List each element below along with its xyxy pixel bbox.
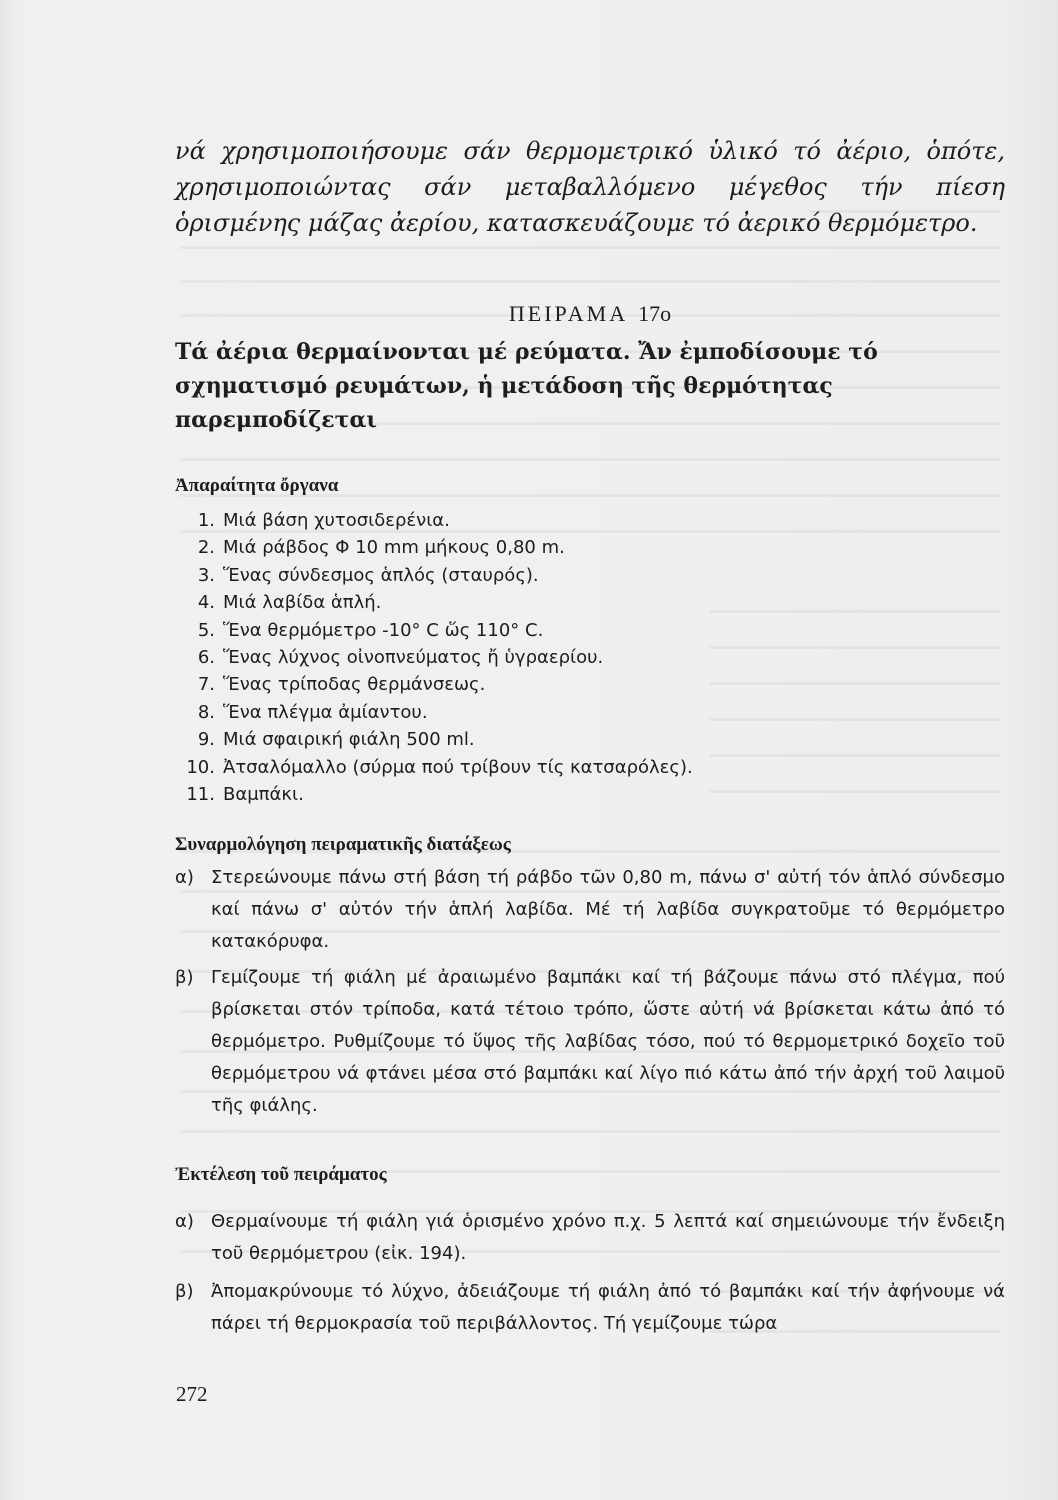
- page-number: 272: [176, 1382, 208, 1406]
- list-item: α) Θερμαίνουμε τή φιάλη γιά ὁρισμένο χρόνο π.χ. 5 λεπτά καί σημειώνουμε τήν ἔνδειξη τοῦ θερμόμετρου (εἰκ. 194).: [175, 1211, 1005, 1265]
- list-item: β) Ἀπομακρύνουμε τό λύχνο, ἀδειάζουμε τή φιάλη ἀπό τό βαμπάκι καί τήν ἀφήνουμε νά πάρει τή θερμοκρασία τοῦ περιβάλλοντος. Τή γεμίζουμε τώρα: [175, 1281, 1005, 1335]
- list-item: 4. Μιά λαβίδα ἁπλή.: [197, 592, 382, 614]
- list-item: β) Γεμίζουμε τή φιάλη μέ ἀραιωμένο βαμπάκι καί τή βάζουμε πάνω στό πλέγμα, πού βρίσκεται στόν τρίποδα, κατά τέτοιο τρόπο, ὥστε αὐτή νά βρίσκεται κάτω ἀπό τό θερμόμετρο. Ρυθμίζουμε τό ὕψος τῆς λαβίδας τόσο, πού τό θερμομετρικό δοχεῖο τοῦ θερμόμετρου νά φτάνει μέσα στό βαμπάκι καί λίγο πιό κάτω ἀπό τήν ἀρχή τοῦ λαιμοῦ τῆς φιάλης.: [175, 967, 1005, 1117]
- assembly-title: Συναρμολόγηση πειραματικῆς διατάξεως: [175, 834, 511, 856]
- list-item: 5. Ἕνα θερμόμετρο -10° C ὥς 110° C.: [197, 619, 544, 641]
- page-content: [175, 133, 1005, 1340]
- list-item: 2. Μιά ράβδος Φ 10 mm μήκους 0,80 m.: [197, 537, 565, 559]
- execution-steps: [175, 1206, 1005, 1340]
- equipment-list: [175, 507, 1005, 808]
- assembly-steps: [175, 862, 1005, 1122]
- experiment-title: [175, 301, 1005, 327]
- list-item: 8. Ἕνα πλέγμα ἀμίαντου.: [197, 701, 428, 723]
- list-item: 9. Μιά σφαιρική φιάλη 500 ml.: [197, 729, 475, 751]
- equipment-title: Ἀπαραίτητα ὄργανα: [175, 475, 339, 496]
- list-item: 11. Βαμπάκι.: [186, 784, 304, 806]
- experiment-heading: Τά ἀέρια θερμαίνονται μέ ρεύματα. Ἄν ἐμποδίσουμε τό σχηματισμό ρευμάτων, ἡ μετάδοση τῆς θερμότητας παρεμποδίζεται: [175, 339, 878, 433]
- list-item: 1. Μιά βάση χυτοσιδερένια.: [197, 510, 450, 531]
- list-item: α) Στερεώνουμε πάνω στή βάση τή ράβδο τῶν 0,80 m, πάνω σ' αὐτή τόν ἁπλό σύνδεσμο καί πάνω σ' αὐτόν τήν ἁπλή λαβίδα. Μέ τή λαβίδα συγκρατοῦμε τό θερμόμετρο κατακόρυφα.: [175, 867, 1005, 953]
- experiment-number: 17ο: [638, 301, 672, 326]
- list-item: 7. Ἕνας τρίποδας θερμάνσεως.: [197, 674, 486, 696]
- intro-paragraph: νά χρησιμοποιήσουμε σάν θερμομετρικό ὑλικό τό ἀέριο, ὁπότε, χρησιμοποιώντας σάν μεταβαλλόμενο μέγεθος τήν πίεση ὁρισμένης μάζας ἀερίου, κατασκευάζουμε τό ἀερικό θερμόμετρο.: [175, 137, 1005, 237]
- list-item: 6. Ἕνας λύχνος οἰνοπνεύματος ἤ ὑγραερίου.: [197, 647, 604, 669]
- experiment-label: ΠΕΙΡΑΜΑ: [508, 301, 629, 326]
- list-item: 3. Ἕνας σύνδεσμος ἁπλός (σταυρός).: [197, 564, 539, 586]
- list-item: 10. Ἀτσαλόμαλλο (σύρμα πού τρίβουν τίς κατσαρόλες).: [186, 756, 693, 778]
- execution-title: Ἐκτέλεση τοῦ πειράματος: [175, 1164, 387, 1186]
